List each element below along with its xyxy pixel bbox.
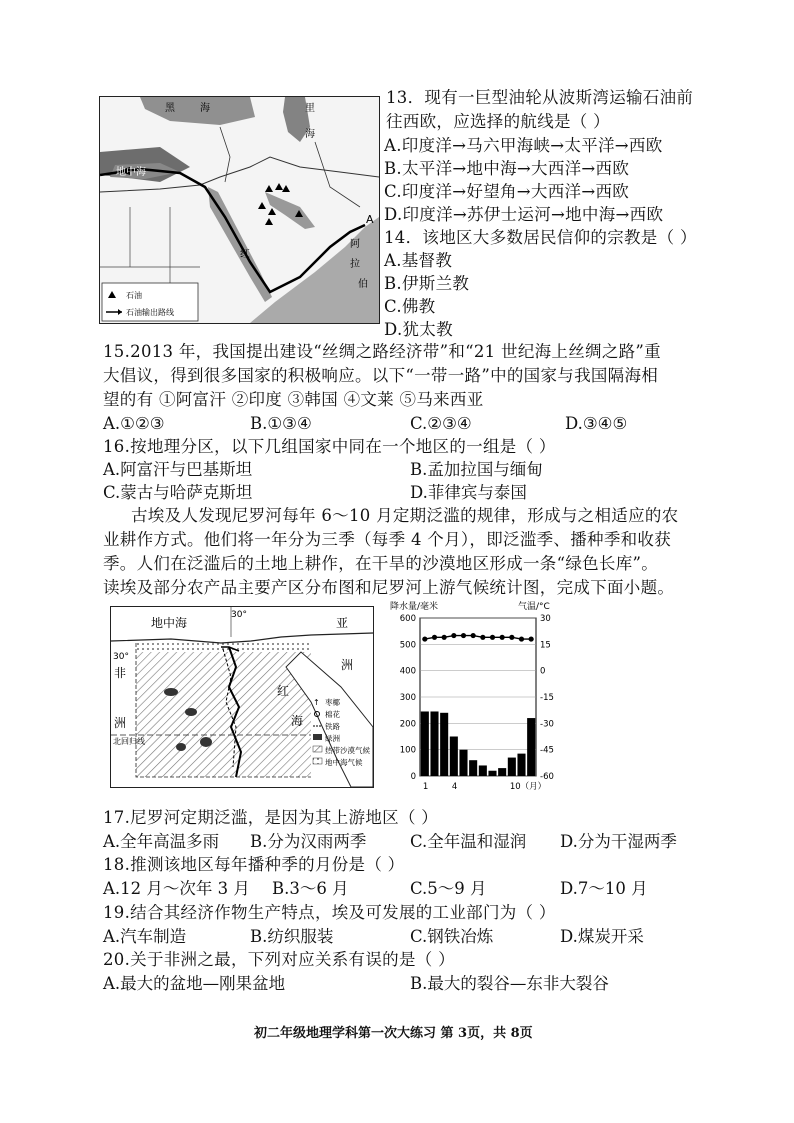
chart-right-tick-label: 15: [540, 640, 551, 651]
chart-x-tick-label: 10（月）: [509, 782, 547, 792]
q16-option-b[interactable]: B.孟加拉国与缅甸: [410, 460, 543, 479]
chart-x-tick-label: 4: [451, 782, 458, 792]
chart-left-axis-title: 降水量/毫米: [390, 602, 439, 612]
page-footer: 初二年级地理学科第一次大练习 第 3页，共 8页: [254, 1026, 533, 1041]
q15-option-a[interactable]: A.①②③: [103, 414, 165, 433]
chart-right-tick-label: -30: [540, 719, 554, 730]
q13-stem-line1: 13．现有一巨型油轮从波斯湾运输石油前: [386, 88, 694, 107]
q18-option-b[interactable]: B.3～6 月: [272, 879, 349, 898]
q15-option-d[interactable]: D.③④⑤: [565, 414, 628, 433]
temperature-point: [500, 635, 505, 640]
tropic-of-cancer-label: 北回归线: [113, 737, 145, 746]
legend-oil-label: 石油: [126, 291, 142, 300]
q14-option-a[interactable]: A.基督教: [384, 251, 453, 270]
nile-climate-chart: [388, 598, 573, 796]
q15-stem-line3: 望的有 ①阿富汗 ②印度 ③韩国 ④文莱 ⑤马来西亚: [103, 390, 484, 409]
temperature-point: [509, 635, 514, 640]
precipitation-bar: [527, 718, 535, 776]
passage-line4: 读埃及部分农产品主要产区分布图和尼罗河上游气候统计图，完成下面小题。: [103, 578, 675, 597]
q14-option-c[interactable]: C.佛教: [384, 297, 436, 316]
q13-option-d[interactable]: D.印度洋→苏伊士运河→地中海→西欧: [384, 205, 664, 224]
mediterranean-label-egypt: 地中海: [151, 616, 188, 630]
q18-option-a[interactable]: A.12 月～次年 3 月: [103, 879, 250, 898]
q16-option-c[interactable]: C.蒙古与哈萨克斯坦: [103, 483, 253, 502]
q19-option-d[interactable]: D.煤炭开采: [560, 927, 644, 946]
q20-stem: 20.关于非洲之最，下列对应关系有误的是（ ）: [103, 950, 455, 969]
chart-left-tick-label: 600: [399, 614, 416, 624]
chart-left-tick-label: 400: [399, 666, 416, 677]
precipitation-bar: [440, 713, 448, 776]
chart-right-tick-label: -15: [540, 693, 554, 703]
asia-label-1: 亚: [336, 616, 349, 630]
q16-option-a[interactable]: A.阿富汗与巴基斯坦: [103, 460, 253, 479]
q18-option-d[interactable]: D.7～10 月: [560, 879, 648, 898]
legend-cotton: 棉花: [325, 710, 340, 719]
arabian-sea-label-2: 拉: [350, 259, 360, 270]
chart-left-tick-label: 100: [399, 745, 416, 756]
chart-left-tick-label: 200: [399, 719, 416, 730]
black-sea-label: 黑: [165, 103, 175, 114]
egypt-map-svg: [111, 607, 373, 787]
africa-label-2: 洲: [114, 716, 127, 730]
legend-desert-climate: 热带沙漠气候: [325, 746, 370, 755]
q14-stem: 14．该地区大多数居民信仰的宗教是（ ）: [384, 228, 697, 247]
mediterranean-label: 地中海: [116, 167, 146, 178]
precipitation-bar: [459, 750, 467, 776]
temperature-point: [529, 636, 534, 641]
red-sea-label-egypt-1: 红: [277, 684, 290, 698]
arabian-sea-label-1: 阿: [350, 239, 360, 250]
middle-east-oil-map: [99, 96, 380, 324]
q13-option-b[interactable]: B.太平洋→地中海→大西洋→西欧: [384, 159, 630, 178]
legend-railway: 铁路: [325, 722, 340, 731]
chart-right-tick-label: -60: [540, 772, 554, 782]
q18-option-c[interactable]: C.5～9 月: [410, 879, 487, 898]
passage-line2: 业耕作方式。他们将一年分为三季（每季 4 个月），即泛滥季、播种季和收获: [103, 530, 672, 549]
temperature-point: [471, 633, 476, 638]
q13-stem-line2: 往西欧，应选择的航线是（ ）: [386, 112, 610, 131]
q17-option-b[interactable]: B.分为汉雨两季: [250, 832, 367, 851]
precipitation-bar: [508, 758, 516, 776]
chart-right-tick-label: 0: [540, 666, 546, 677]
q17-option-c[interactable]: C.全年温和湿润: [410, 832, 527, 851]
q13-option-a[interactable]: A.印度洋→马六甲海峡→太平洋→西欧: [384, 136, 663, 155]
red-sea-label-egypt-2: 海: [291, 714, 304, 728]
chart-left-tick-label: 500: [399, 640, 416, 651]
q17-stem: 17.尼罗河定期泛滥，是因为其上游地区（ ）: [103, 808, 439, 827]
chart-x-tick-label: 1: [422, 782, 429, 792]
q15-stem-line2: 大倡议，得到很多国家的积极响应。以下“一带一路”中的国家与我国隔海相: [103, 366, 659, 385]
q17-option-a[interactable]: A.全年高温多雨: [103, 832, 220, 851]
temperature-point: [519, 636, 524, 641]
latitude-label: 30°: [113, 652, 129, 662]
precipitation-bar: [450, 737, 458, 777]
longitude-label: 30°: [231, 610, 247, 620]
precipitation-bar: [517, 754, 525, 776]
precipitation-bar: [488, 771, 496, 776]
passage-line3: 季。人们在泛滥后的土地上耕作，在干旱的沙漠地区形成一条“绿色长库”。: [103, 554, 659, 573]
precipitation-bar: [479, 765, 487, 776]
point-a-label: A: [366, 213, 374, 226]
q19-option-b[interactable]: B.纺织服装: [250, 927, 334, 946]
q15-stem-line1: 15.2013 年，我国提出建设“丝绸之路经济带”和“21 世纪海上丝绸之路”重: [103, 342, 661, 361]
q19-option-a[interactable]: A.汽车制造: [103, 927, 187, 946]
temperature-point: [432, 635, 437, 640]
temperature-point: [422, 636, 427, 641]
q20-option-b[interactable]: B.最大的裂谷—东非大裂谷: [410, 974, 609, 993]
chart-left-tick-label: 300: [399, 693, 416, 703]
chart-left-tick-label: 0: [410, 772, 416, 782]
asia-label-2: 洲: [341, 658, 354, 672]
africa-label-1: 非: [114, 666, 127, 680]
chart-right-axis-title: 气温/°C: [518, 602, 550, 612]
legend-route-label: 石油输出路线: [126, 308, 174, 317]
temperature-line: [425, 636, 531, 640]
chart-right-tick-label: 30: [540, 614, 551, 624]
precipitation-bar: [421, 711, 429, 776]
q17-option-d[interactable]: D.分为干湿两季: [560, 832, 677, 851]
q19-stem: 19.结合其经济作物生产特点，埃及可发展的工业部门为（ ）: [103, 903, 556, 922]
caspian-sea-label-2: 海: [305, 129, 315, 140]
passage-line1: 古埃及人发现尼罗河每年 6～10 月定期泛滥的规律，形成与之相适应的农: [131, 506, 679, 525]
temperature-point: [480, 635, 485, 640]
black-sea-label-2: 海: [200, 103, 210, 114]
precipitation-bar: [430, 711, 438, 776]
legend-oasis: 绿洲: [325, 734, 340, 743]
red-sea-label: 红: [240, 249, 250, 260]
legend-date-palm: 枣椰: [325, 698, 340, 707]
temperature-point: [461, 633, 466, 638]
precipitation-bar: [498, 768, 506, 776]
q13-option-c[interactable]: C.印度洋→好望角→大西洋→西欧: [384, 182, 630, 201]
q15-option-c[interactable]: C.②③④: [410, 414, 472, 433]
q16-option-d[interactable]: D.菲律宾与泰国: [410, 483, 527, 502]
precipitation-bar: [469, 760, 477, 776]
q14-option-d[interactable]: D.犹太教: [384, 320, 453, 339]
q15-option-b[interactable]: B.①③④: [250, 414, 312, 433]
q20-option-a[interactable]: A.最大的盆地—刚果盆地: [103, 974, 286, 993]
chart-right-tick-label: -45: [540, 745, 554, 756]
q19-option-c[interactable]: C.钢铁冶炼: [410, 927, 494, 946]
temperature-point: [490, 635, 495, 640]
temperature-point: [442, 635, 447, 640]
caspian-sea-label: 里: [305, 103, 315, 114]
svg-text:↑: ↑: [313, 698, 320, 707]
q14-option-b[interactable]: B.伊斯兰教: [384, 274, 470, 293]
arabian-sea-label-3: 伯: [358, 279, 368, 290]
q18-stem: 18.推测该地区每年播种季的月份是（ ）: [103, 855, 405, 874]
legend-med-climate: 地中海气候: [325, 758, 363, 767]
middle-east-map-svg: [100, 97, 379, 323]
egypt-agriculture-map: [110, 606, 374, 788]
q16-stem: 16.按地理分区，以下几组国家中同在一个地区的一组是（ ）: [103, 437, 556, 456]
temperature-point: [451, 633, 456, 638]
